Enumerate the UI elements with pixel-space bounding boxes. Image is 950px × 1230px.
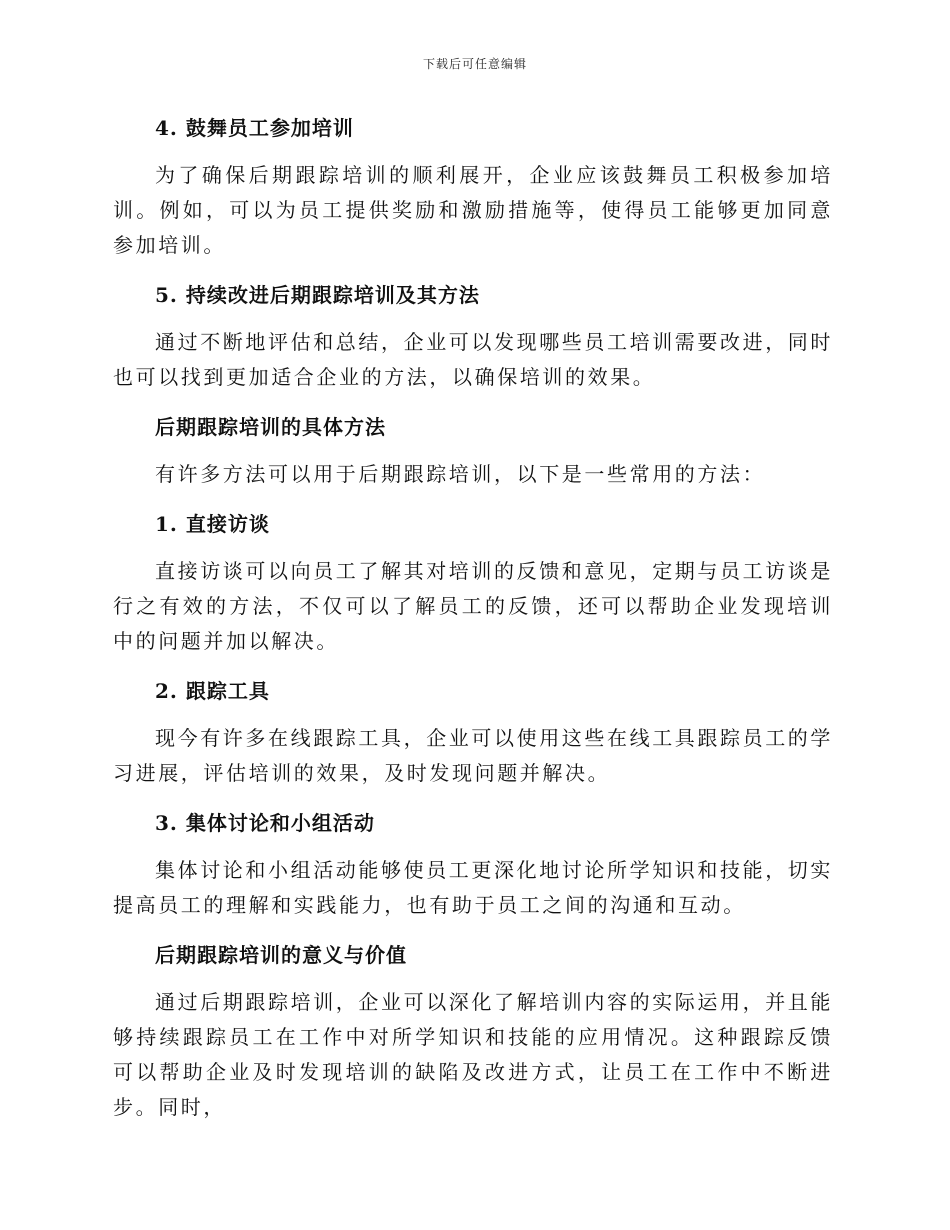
paragraph-value: 通过后期跟踪培训，企业可以深化了解培训内容的实际运用，并且能够持续跟踪员工在工作中对所学知识和技能的应用情况。这种跟踪反馈可以帮助企业及时发现培训的缺陷及改进方式，让员工在工作中不断进步。同时，: [113, 990, 833, 1119]
section-heading-interview: 1. 直接访谈: [155, 512, 270, 536]
paragraph-tools: 现今有许多在线跟踪工具，企业可以使用这些在线工具跟踪员工的学习进展，评估培训的效果，及时发现问题并解决。: [113, 726, 833, 785]
paragraph-methods-intro: 有许多方法可以用于后期跟踪培训，以下是一些常用的方法：: [155, 462, 766, 486]
paragraph-encourage: 为了确保后期跟踪培训的顺利展开，企业应该鼓舞员工积极参加培训。例如，可以为员工提供奖励和激励措施等，使得员工能够更加同意参加培训。: [113, 163, 833, 257]
section-heading-encourage: 4. 鼓舞员工参加培训: [155, 116, 354, 140]
paragraph-interview: 直接访谈可以向员工了解其对培训的反馈和意见，定期与员工访谈是行之有效的方法，不仅可以了解员工的反馈，还可以帮助企业发现培训中的问题并加以解决。: [113, 559, 833, 653]
paragraph-group: 集体讨论和小组活动能够使员工更深化地讨论所学知识和技能，切实提高员工的理解和实践能力，也有助于员工之间的沟通和互动。: [113, 858, 833, 917]
document-body: [113, 108, 833, 1137]
header-note: 下载后可任意编辑: [422, 57, 527, 71]
section-heading-improve: 5. 持续改进后期跟踪培训及其方法: [155, 283, 480, 307]
section-heading-tools: 2. 跟踪工具: [155, 679, 270, 703]
section-heading-value: 后期跟踪培训的意义与价值: [155, 943, 407, 967]
section-heading-group: 3. 集体讨论和小组活动: [155, 811, 375, 835]
section-heading-methods: 后期跟踪培训的具体方法: [155, 415, 386, 439]
paragraph-improve: 通过不断地评估和总结，企业可以发现哪些员工培训需要改进，同时也可以找到更加适合企业的方法，以确保培训的效果。: [113, 330, 833, 389]
